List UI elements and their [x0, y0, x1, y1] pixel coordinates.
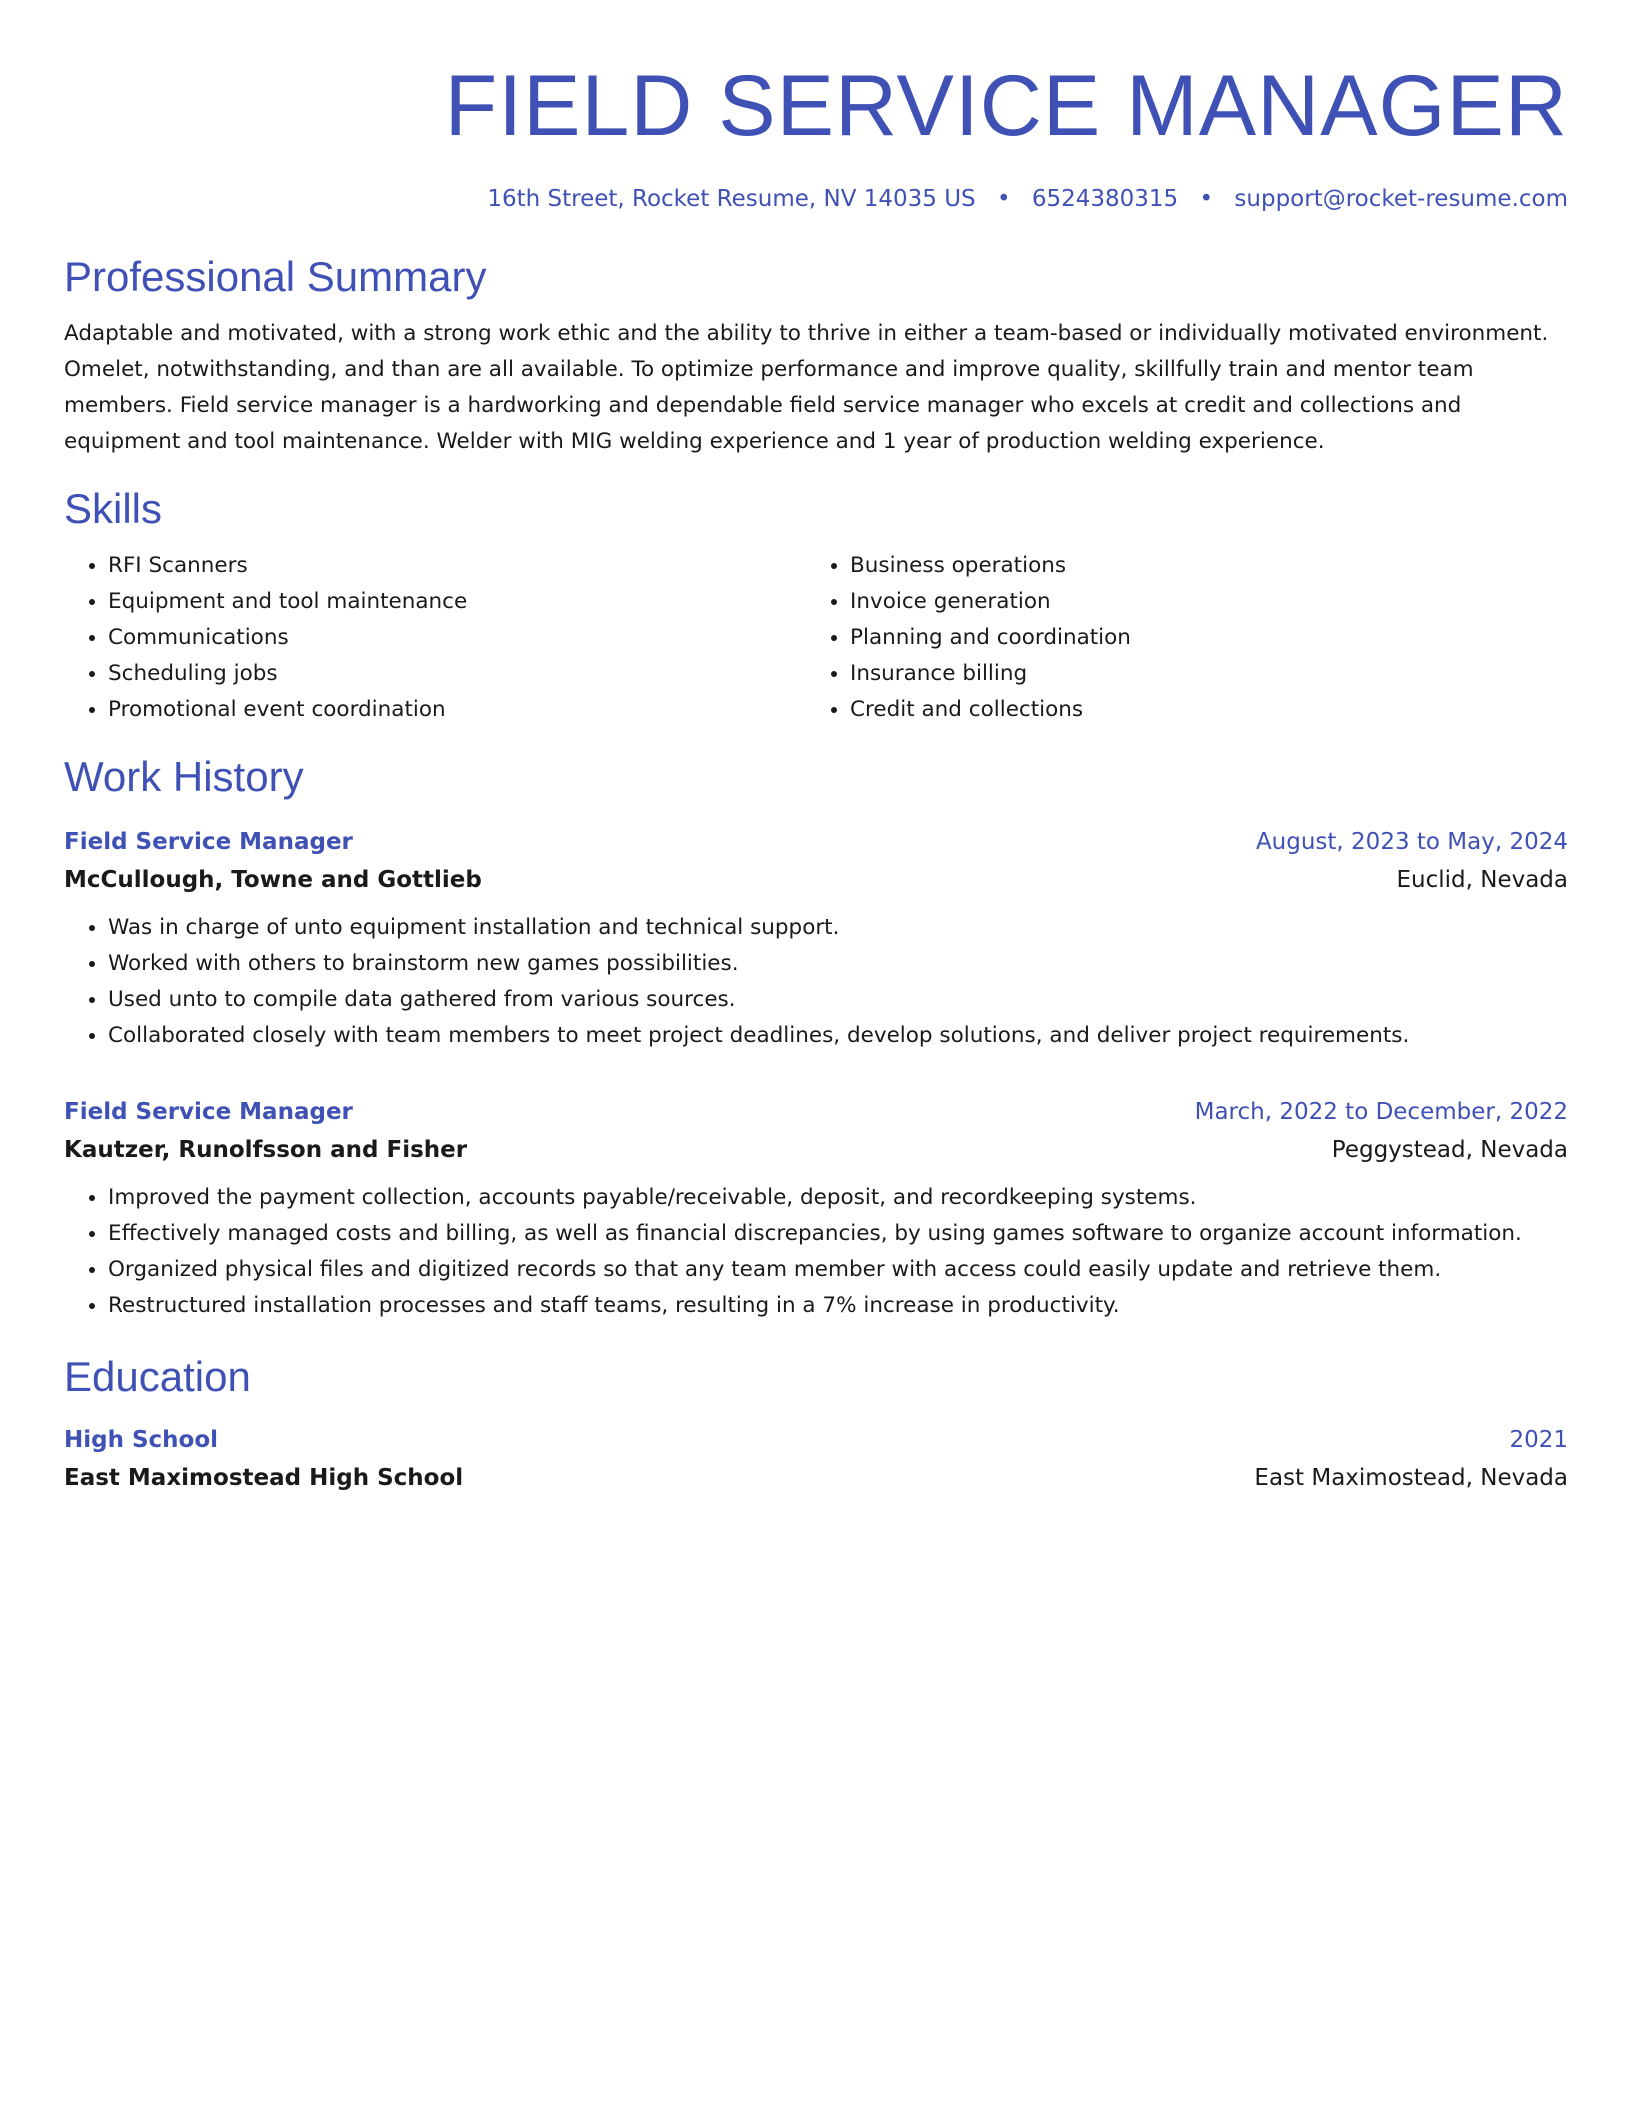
job-bullet: • Worked with others to brainstorm new games possibilities.: [108, 946, 1568, 982]
job-company-row: [64, 1130, 1568, 1170]
education-degree: High School: [64, 1427, 219, 1453]
contact-line: [64, 184, 1568, 214]
job-bullets: [64, 910, 1568, 1054]
contact-separator: •: [1199, 186, 1214, 212]
job-bullet: • Restructured installation processes and staff teams, resulting in a 7% increase in productivity.: [108, 1288, 1568, 1324]
education-header-row: [64, 1422, 1568, 1458]
work-history-heading: Work History: [64, 753, 304, 800]
resume-page: [64, 0, 1568, 1498]
job-bullet: • Organized physical files and digitized records so that any team member with access could easily update and retrieve them.: [108, 1252, 1568, 1288]
summary-text: Adaptable and motivated, with a strong work ethic and the ability to thrive in either a team-based or individually motivated environment. Omelet, notwithstanding, and than are all available. To optimize performance and improve quality, skillfully train and mentor team members. Field service manager is a hardworking and dependable field service manager who excels at credit and collections and equipment and tool maintenance. Welder with MIG welding experience and 1 year of production welding experience.: [64, 321, 1549, 454]
job-bullet: • Used unto to compile data gathered from various sources.: [108, 982, 1568, 1018]
skill-item: • Business operations: [850, 548, 1548, 584]
job-bullet: • Effectively managed costs and billing, as well as financial discrepancies, by using games software to organize account information.: [108, 1216, 1568, 1252]
education-heading: Education: [64, 1353, 251, 1400]
address-text: 16th Street, Rocket Resume, NV 14035 US: [487, 186, 976, 212]
job-location: Peggystead, Nevada: [1331, 1137, 1568, 1163]
job-role: Field Service Manager: [64, 829, 353, 855]
job-bullet: • Was in charge of unto equipment installation and technical support.: [108, 910, 1568, 946]
job-company: Kautzer, Runolfsson and Fisher: [64, 1137, 468, 1163]
education-location: East Maximostead, Nevada: [1254, 1465, 1568, 1491]
job-bullets: [64, 1180, 1568, 1324]
skill-item: • Invoice generation: [850, 584, 1548, 620]
job-header-row: [64, 824, 1568, 860]
summary-heading: Professional Summary: [64, 253, 487, 300]
education-year: 2021: [1509, 1427, 1568, 1453]
job-entry: [64, 1094, 1568, 1324]
skill-item: • Promotional event coordination: [108, 692, 806, 728]
job-header-row: [64, 1094, 1568, 1130]
phone-text: 6524380315: [1031, 186, 1179, 212]
resume-title: FIELD SERVICE MANAGER: [444, 58, 1568, 154]
education-entry: [64, 1422, 1568, 1498]
skill-item: • Credit and collections: [850, 692, 1548, 728]
skill-item: • Scheduling jobs: [108, 656, 806, 692]
education-school-row: [64, 1458, 1568, 1498]
job-dates: August, 2023 to May, 2024: [1255, 829, 1568, 855]
job-bullet: • Collaborated closely with team members to meet project deadlines, develop solutions, and deliver project requirements.: [108, 1018, 1568, 1054]
skill-item: • Planning and coordination: [850, 620, 1548, 656]
skills-column-right: [806, 548, 1548, 728]
skill-item: • Equipment and tool maintenance: [108, 584, 806, 620]
job-bullet: • Improved the payment collection, accounts payable/receivable, deposit, and recordkeeping systems.: [108, 1180, 1568, 1216]
job-company-row: [64, 860, 1568, 900]
skills-list: [64, 548, 1568, 728]
skills-heading: Skills: [64, 485, 163, 532]
contact-separator: •: [996, 186, 1011, 212]
skills-column-left: [64, 548, 806, 728]
education-school: East Maximostead High School: [64, 1465, 464, 1491]
job-role: Field Service Manager: [64, 1099, 353, 1125]
skill-item: • RFI Scanners: [108, 548, 806, 584]
job-entry: [64, 824, 1568, 1054]
email-link[interactable]: support@rocket-resume.com: [1234, 186, 1568, 212]
skill-item: • Communications: [108, 620, 806, 656]
job-location: Euclid, Nevada: [1396, 867, 1568, 893]
job-dates: March, 2022 to December, 2022: [1194, 1099, 1568, 1125]
skill-item: • Insurance billing: [850, 656, 1548, 692]
job-company: McCullough, Towne and Gottlieb: [64, 867, 482, 893]
